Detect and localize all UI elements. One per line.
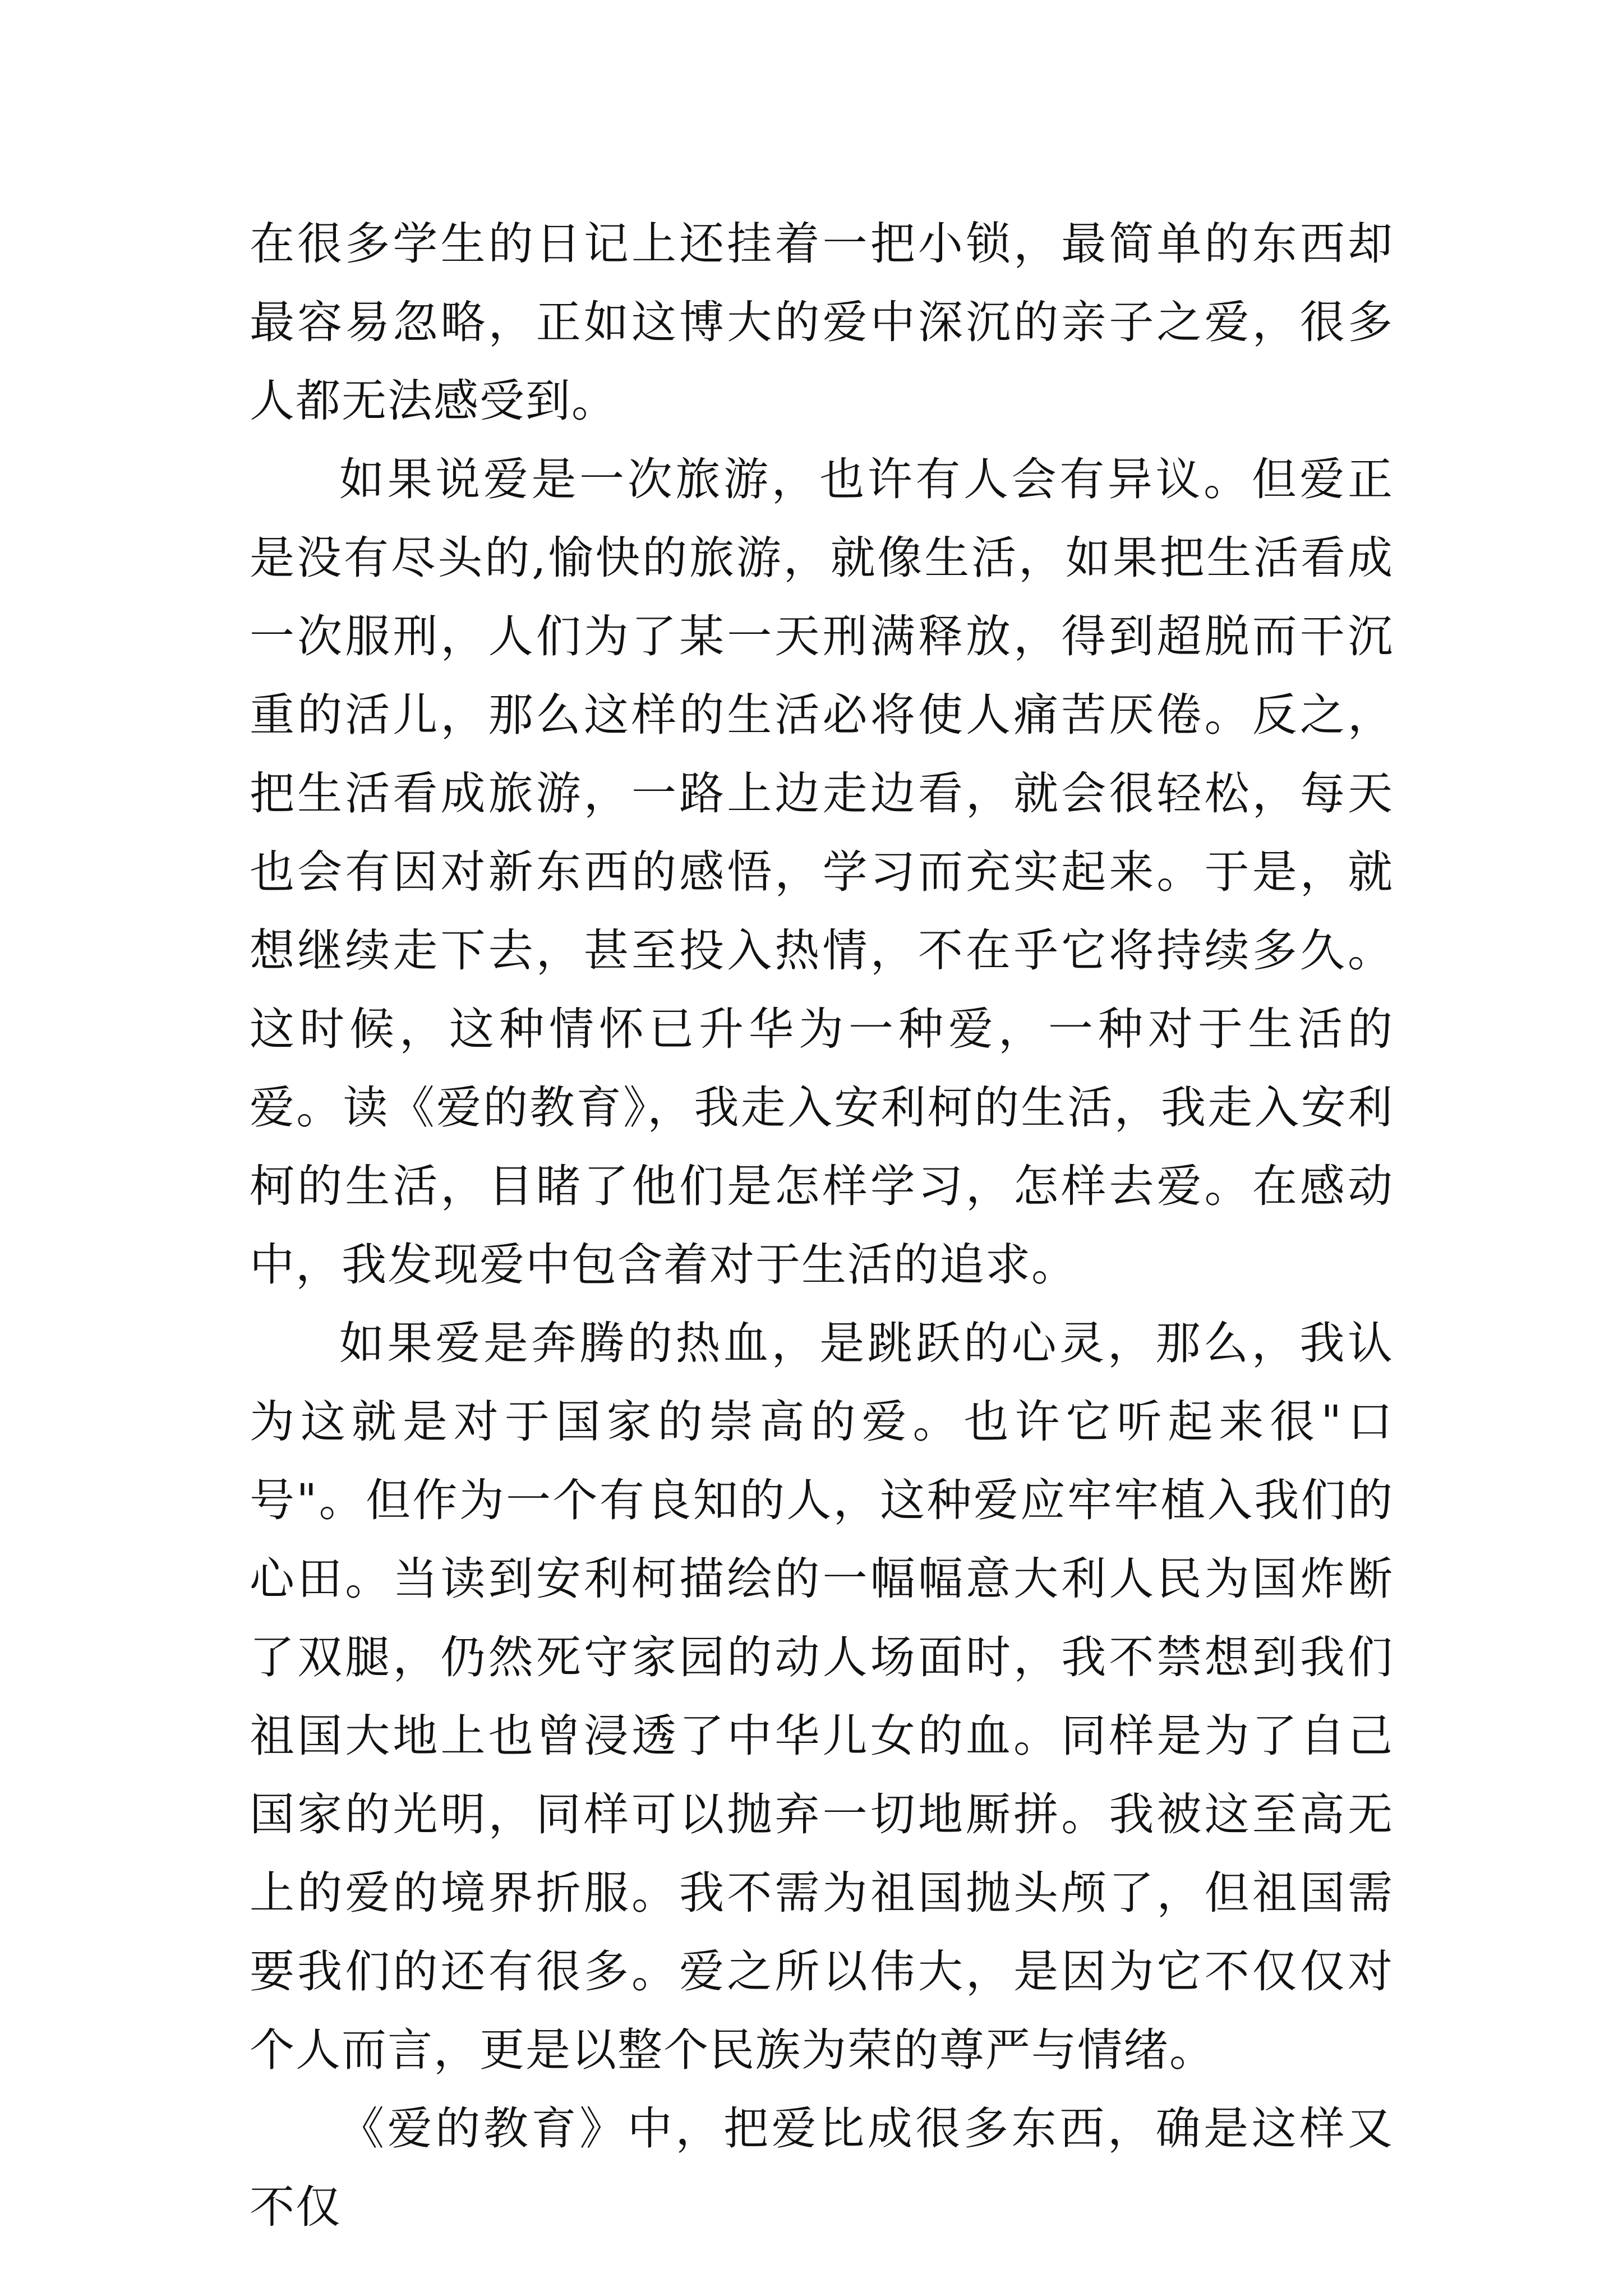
paragraph-3: 如果爱是奔腾的热血，是跳跃的心灵，那么，我认为这就是对于国家的崇高的爱。也许它听起来很"口号"。但作为一个有良知的人，这种爱应牢牢植入我们的心田。当读到安利柯描绘的一幅幅意大利人民为国炸断了双腿，仍然死守家园的动人场面时，我不禁想到我们祖国大地上也曾浸透了中华儿女的血。同样是为了自己国家的光明，同样可以抛弃一切地厮拼。我被这至高无上的爱的境界折服。我不需为祖国抛头颅了，但祖国需要我们的还有很多。爱之所以伟大，是因为它不仅仅对个人而言，更是以整个民族为荣的尊严与情绪。 xyxy=(250,1317,1394,2076)
paragraph-4: 《爱的教育》中，把爱比成很多东西，确是这样又不仅 xyxy=(250,2102,1394,2233)
paragraph-2: 如果说爱是一次旅游，也许有人会有异议。但爱正是没有尽头的,愉快的旅游，就像生活，如果把生活看成一次服刑，人们为了某一天刑满释放，得到超脱而干沉重的活儿，那么这样的生活必将使人痛苦厌倦。反之，把生活看成旅游，一路上边走边看，就会很轻松，每天也会有因对新东西的感悟，学习而充实起来。于是，就想继续走下去，甚至投入热情，不在乎它将持续多久。这时候，这种情怀已升华为一种爱，一种对于生活的爱。读《爱的教育》，我走入安利柯的生活，我走入安利柯的生活，目睹了他们是怎样学习，怎样去爱。在感动中，我发现爱中包含着对于生活的追求。 xyxy=(250,453,1394,1291)
document-body xyxy=(250,205,1394,2247)
paragraph-1: 在很多学生的日记上还挂着一把小锁，最简单的东西却最容易忽略，正如这博大的爱中深沉的亲子之爱，很多人都无法感受到。 xyxy=(250,218,1394,427)
